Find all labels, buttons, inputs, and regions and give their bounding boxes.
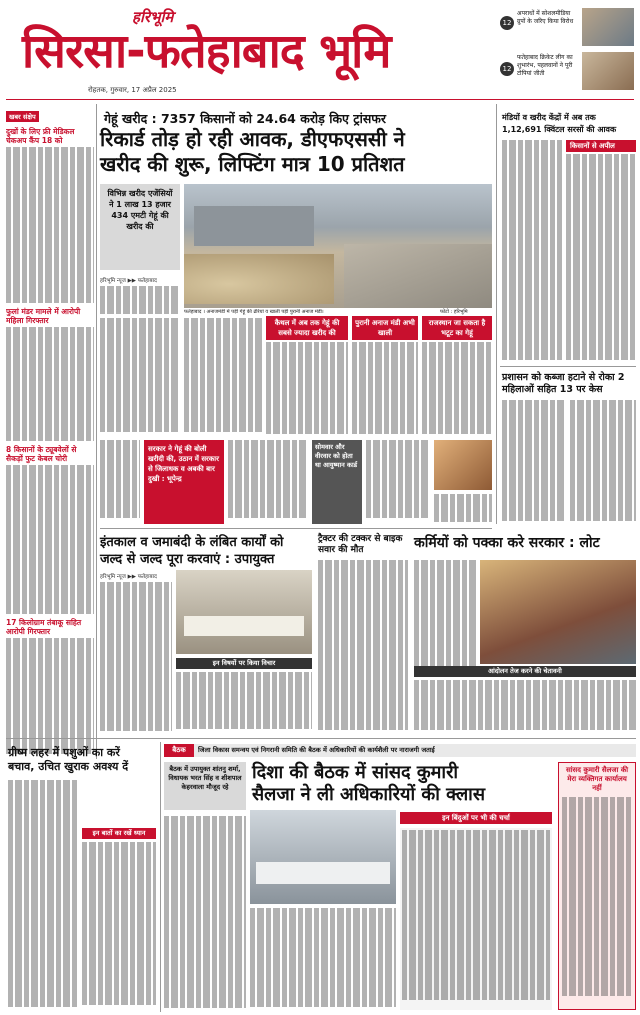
heat-subhead: इन बातों का रखें ध्यान bbox=[82, 828, 156, 839]
meeting-line1: दिशा की बैठक में सांसद कुमारी bbox=[252, 762, 459, 783]
brief-4-headline: 17 किलोग्राम तंबाकू सहित आरोपी गिरफ्तार bbox=[6, 617, 82, 636]
mini-body-1 bbox=[266, 342, 348, 438]
masthead-title: सिरसा-फतेहाबाद भूमि bbox=[22, 24, 391, 79]
masthead-rule bbox=[6, 99, 634, 100]
meeting-body-a bbox=[164, 816, 246, 1010]
meeting-strap bbox=[164, 744, 636, 757]
photo-table bbox=[256, 862, 390, 884]
dateline: रोहतक, गुरुवार, 17 अप्रैल 2025 bbox=[88, 86, 177, 94]
teaser-text: अपराधों में सोशलमीडिया ग्रुपों के जरिए किया विरोध bbox=[517, 10, 574, 25]
heat-body-a bbox=[8, 780, 78, 1010]
mini-head-3-text: राजस्थान जा सकता है भटूट का गेहूं bbox=[428, 319, 486, 337]
teaser-text: फतेहाबाद क्रिकेट लीग का शुभारंभ, पहलवानों ने पूरी टोपियां जीती bbox=[517, 54, 573, 77]
heat-headline bbox=[8, 746, 158, 774]
teaser-1[interactable] bbox=[500, 8, 634, 48]
right-headline: 1,12,691 क्विंटल सरसों की आवक bbox=[502, 125, 617, 134]
brief-3-body bbox=[6, 465, 94, 614]
mid-story-3-body-b bbox=[414, 680, 636, 732]
meeting-body-b bbox=[250, 908, 396, 1010]
lead-highlight-box bbox=[100, 184, 180, 270]
logo-small: हरिभूमि bbox=[132, 8, 174, 26]
mid-story-1-line1: इंतकाल व जमाबंदी के लंबित कार्यों को bbox=[100, 535, 284, 550]
col-rule-bottom bbox=[160, 742, 161, 1012]
prashasan-body-2 bbox=[570, 400, 636, 524]
brief-3-headline: 8 किसानों के ट्यूबवेलों से सैकड़ों फुट केबल चोरी bbox=[6, 444, 77, 463]
lead-photo-credit: फोटो : हरिभूमि bbox=[440, 309, 468, 315]
left-column bbox=[6, 104, 94, 754]
col-rule bbox=[96, 104, 97, 759]
teaser-number: 12 bbox=[500, 62, 514, 76]
meeting-subhead: इन बिंदुओं पर भी की चर्चा bbox=[400, 812, 552, 824]
meeting-box bbox=[164, 762, 246, 810]
lead-body-col1 bbox=[184, 318, 264, 438]
mid-story-1-line2: जल्द से जल्द पूरा करवाएं : उपायुक्त bbox=[100, 552, 275, 567]
mid-byline: हरिभूमि न्यूज ▶▶ फतेहाबाद bbox=[100, 574, 157, 580]
pull-quote-gray-text: सोमवार और वीरवार को होता था आयुष्मान कार्ड bbox=[315, 443, 358, 469]
mini-head-1-text: कैथल में अब तक गेहूं की सबसे ज्यादा खरीद की bbox=[274, 319, 340, 337]
briefs-label: खबर संक्षेप bbox=[6, 111, 39, 122]
heat-line2: बचाव, उचित खुराक अवश्य दें bbox=[8, 760, 129, 773]
mid-story-1-body-b bbox=[176, 672, 312, 732]
pull-quote-red-text: सरकार ने गेहूं की बोली खरीदी की, उठान में सरकार से जिलाधक व अबकी बार दुखी : भूपेन्द्र bbox=[148, 445, 219, 483]
right-bottom-box bbox=[558, 762, 636, 1010]
meeting-strap-text: जिला विकास समन्वय एवं निगरानी समिति की बैठक में अधिकारियों की कार्यशैली पर नाराजगी जताई bbox=[198, 746, 435, 754]
brief-4-body bbox=[6, 638, 94, 754]
right-rule bbox=[500, 366, 636, 367]
right-body-1 bbox=[502, 140, 562, 362]
right-kicker: मंडियों व खरीद केंद्रों में अब तक bbox=[502, 113, 596, 122]
appeal-body bbox=[566, 154, 636, 362]
mid-story-1-caption: इन विषयों पर किया विचार bbox=[176, 658, 312, 669]
teaser-photo bbox=[582, 8, 634, 46]
right-bottom-box-body bbox=[562, 797, 632, 996]
inset-photo-body bbox=[434, 494, 492, 524]
lead-photo bbox=[184, 184, 492, 308]
lead-highlight-text: विभिन्न खरीद एजेंसियों ने 1 लाख 13 हजार 434 एमटी गेहूं की खरीद की bbox=[107, 189, 173, 231]
lead-photo-caption: फतेहाबाद । अनाजमंडी में पड़ी गेहूं की ढेरियां व खाली पड़ी पुरानी अनाज मंडी। bbox=[184, 309, 324, 315]
photo-buildings bbox=[194, 206, 314, 246]
meeting-points bbox=[400, 828, 552, 1010]
mini-body-3 bbox=[422, 342, 492, 438]
disha-meeting-photo bbox=[250, 810, 396, 904]
heat-body-b bbox=[82, 842, 156, 1010]
meeting-photo bbox=[176, 570, 312, 654]
lead-headline bbox=[100, 127, 492, 177]
photo-empty-yard bbox=[344, 244, 492, 308]
mid-story-2-body bbox=[318, 560, 408, 732]
protest-photo bbox=[480, 560, 636, 664]
mini-head-1 bbox=[266, 316, 348, 340]
lead-body-col-left-low bbox=[100, 440, 140, 524]
mid-story-3-headline: कर्मियों को पक्का करे सरकार : लोट bbox=[414, 535, 600, 551]
meeting-line2: सैलजा ने ली अधिकारियों की क्लास bbox=[252, 784, 486, 805]
mid-story-3-body-a bbox=[414, 560, 476, 670]
story-body-col-b bbox=[366, 440, 430, 524]
prashasan-body-1 bbox=[502, 400, 566, 524]
mini-head-2 bbox=[352, 316, 418, 340]
mini-head-2-text: पुरानी अनाज मंडी अभी खाली bbox=[355, 319, 415, 337]
mid-story-2-headline: ट्रैक्टर की टक्कर से बाइक सवार की मौत bbox=[318, 534, 403, 555]
teaser-photo bbox=[582, 52, 634, 90]
lead-intro-body bbox=[100, 286, 180, 314]
mid-story-1-body-a bbox=[100, 582, 172, 732]
section-rule bbox=[100, 528, 492, 529]
section-rule-2 bbox=[6, 738, 636, 739]
lead-headline-line1: रिकार्ड तोड़ हो रही आवक, डीएफएससी ने bbox=[100, 127, 405, 151]
teaser-2[interactable] bbox=[500, 52, 634, 92]
prashasan-headline: प्रशासन को कब्जा हटाने से रोका 2 महिलाओं सहित 13 पर केस bbox=[502, 372, 625, 395]
appeal-head: किसानों से अपील bbox=[566, 140, 636, 152]
story-body-col-a bbox=[228, 440, 308, 524]
brief-1-body bbox=[6, 147, 94, 303]
heat-line1: ग्रीष्म लहर में पशुओं का करें bbox=[8, 746, 120, 759]
pull-quote-red bbox=[144, 440, 224, 524]
brief-2-headline: फुलां मंडर मामले में आरोपी महिला गिरफ्तार bbox=[6, 307, 81, 326]
lead-byline: हरिभूमि न्यूज ▶▶ फतेहाबाद bbox=[100, 278, 157, 284]
lead-body-col0 bbox=[100, 318, 180, 438]
mini-body-2 bbox=[352, 342, 418, 438]
right-bottom-box-title: सांसद कुमारी सैलजा की मेरा व्यक्तिगत कार्यालय नहीं bbox=[565, 766, 629, 792]
col-rule-right bbox=[496, 104, 497, 524]
brief-1-headline: दुखों के लिए फ्री मेडिकल चेकअप कैंप 18 को bbox=[6, 127, 75, 145]
teaser-number: 12 bbox=[500, 16, 514, 30]
meeting-label: बैठक bbox=[164, 744, 194, 757]
lead-kicker: गेहूं खरीद : 7357 किसानों को 24.64 करोड़ किए ट्रांसफर bbox=[104, 111, 387, 126]
inset-photo bbox=[434, 440, 492, 490]
photo-table bbox=[184, 616, 304, 636]
pull-quote-gray bbox=[312, 440, 362, 524]
mid-story-3-photo-caption: आंदोलन तेज करने की चेतावनी bbox=[414, 666, 636, 677]
meeting-headline bbox=[252, 762, 552, 806]
meeting-box-text: बैठक में उपायुक्त शांतनु शर्मा, विधायक भरत सिंह व शीशपाल केहरवाला मौजूद रहे bbox=[168, 765, 242, 791]
brief-2-body bbox=[6, 327, 94, 441]
lead-headline-line2: खरीद की शुरू, लिफ्टिंग मात्र 10 प्रतिशत bbox=[100, 152, 405, 176]
photo-grain-heaps bbox=[184, 254, 334, 304]
mini-head-3 bbox=[422, 316, 492, 340]
